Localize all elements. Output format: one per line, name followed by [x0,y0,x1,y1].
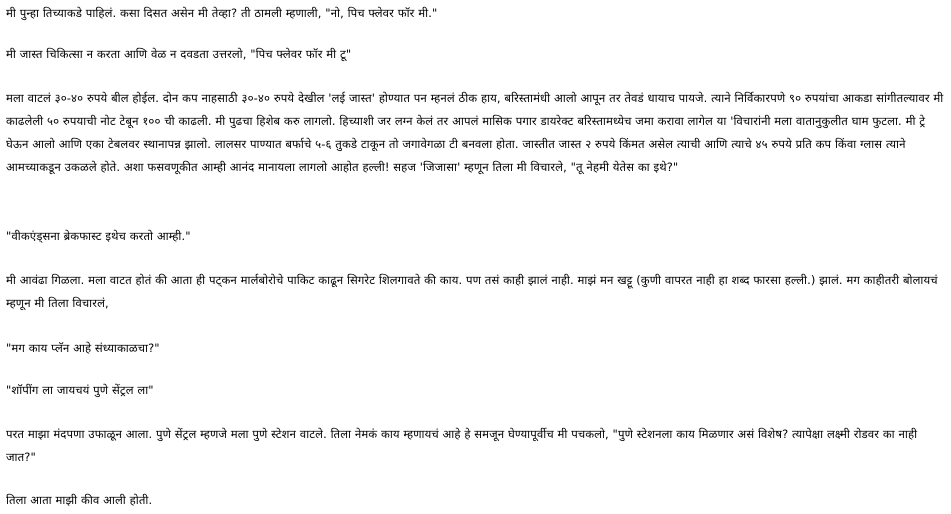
paragraph-2: मी जास्त चिकित्सा न करता आणि वेळ न दवडता उत्तरलो, "पिच फ्लेवर फॉर मी टू" [6,47,352,61]
paragraph-9: तिला आता माझी कीव आली होती. [6,493,153,507]
paragraph-7: "शॉपींग ला जायचयं पुणे सेंट्रल ला" [6,383,154,397]
paragraph-4: "वीकएंड्सना ब्रेकफास्ट इथेच करतो आम्ही." [6,229,191,243]
paragraph-5: मी आवंढा गिळला. मला वाटत होतं की आता ही पट्कन मार्लबोरोचे पाकिट काढून सिगरेट शिलगावते की काय. पण तसं काही झालं नाही. माझं मन खट्टू (कुणी वापरत नाही हा शब्द फारसा हल्ली.) झालं. मग काहीतरी बोलायचं म्हणून मी तिला विचारलं, [6,273,938,310]
paragraph-8: परत माझा मंदपणा उफाळून आला. पुणे सेंट्रल म्हणजे मला पुणे स्टेशन वाटले. तिला नेमकं काय म्हणायचं आहे हे समजून घेण्यापूर्वीच मी पचकलो, "पुणे स्टेशनला काय मिळणार असं विशेष? त्यापेक्षा लक्ष्मी रोडवर का नाही जात?" [6,427,918,464]
paragraph-1: मी पुन्हा तिच्याकडे पाहिलं. कसा दिसत असेन मी तेव्हा? ती ठामली म्हणाली, "नो, पिच फ्लेवर फॉर मी." [6,6,438,20]
paragraph-6: "मग काय प्लॅन आहे संध्याकाळचा?" [6,341,160,355]
paragraph-3: मला वाटलं ३०-४० रुपये बील होईल. दोन कप नाहसाठी ३०-४० रुपये देखील 'लई जास्त' होण्यात पन म्हनलं ठीक हाय, बरिस्तामंधी आलो आपून तर तेवडं धायाच पायजे. त्याने निर्विकारपणे ९० रुपयांचा आकडा सांगीतल्यावर मी काढलेली ५० रुपयाची नोट टेबून १०० ची काढली. मी पुढचा हिशेब करु लागलो. हिच्याशी जर लग्न केलं तर आपलं मासिक पगार डायरेक्ट बरिस्तामध्येच जमा करावा लागेल या 'विचारांनी मला वातानुकुलीत घाम फुटला. मी ट्रे घेऊन आलो आणि एका टेबलवर स्थानापन्न झालो. लालसर पाण्यात बर्फाचे ५-६ तुकडे टाकून तो जगावेगळा टी बनवला होता. जास्तीत जास्त २ रुपये किंमत असेल त्याची आणि त्याचे ४५ रुपये प्रति कप किंवा ग्लास त्याने आमच्याकडून उकळले होते. अशा फसवणूकीत आम्ही आनंद मानायला लागलो आहोत हल्ली! सहज 'जिजासा' म्हणून तिला मी विचारले, "तू नेहमी येतेस का इथे?" [6,91,944,174]
